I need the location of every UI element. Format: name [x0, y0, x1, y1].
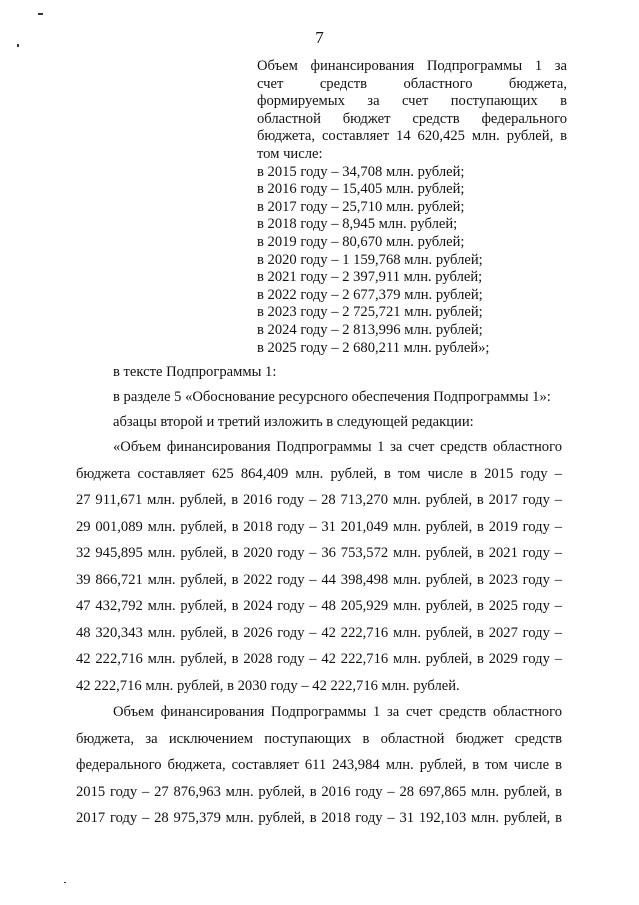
paragraph-1-line: 42 222,716 млн. рублей, в 2028 году – 42 222,716 млн. рублей, в 2029 году –	[76, 651, 562, 667]
year-item: в 2018 году – 8,945 млн. рублей;	[257, 216, 458, 233]
paragraph-1-line: 32 945,895 млн. рублей, в 2020 году – 36 753,572 млн. рублей, в 2021 году –	[76, 545, 562, 561]
paragraph-1-line: «Объем финансирования Подпрограммы 1 за счет средств областного	[113, 439, 562, 455]
paragraph-2-line: Объем финансирования Подпрограммы 1 за счет средств областного	[113, 704, 562, 720]
paragraph-1-line: 29 001,089 млн. рублей, в 2018 году – 31 201,049 млн. рублей, в 2019 году –	[76, 519, 562, 535]
paragraph-2-line: федерального бюджета, составляет 611 243,984 млн. рублей, в том числе в	[76, 757, 562, 773]
paragraph-1-line: 47 432,792 млн. рублей, в 2024 году – 48 205,929 млн. рублей, в 2025 году –	[76, 598, 562, 614]
year-item: в 2017 году – 25,710 млн. рублей;	[257, 198, 465, 215]
paragraph-1-line: 27 911,671 млн. рублей, в 2016 году – 28 713,270 млн. рублей, в 2017 году –	[76, 492, 562, 508]
paragraph-1-line: 42 222,716 млн. рублей, в 2030 году – 42 222,716 млн. рублей.	[76, 678, 460, 694]
year-item: в 2021 году – 2 397,911 млн. рублей;	[257, 269, 483, 286]
year-item: в 2023 году – 2 725,721 млн. рублей;	[257, 304, 483, 321]
paragraph-2-line: 2015 году – 27 876,963 млн. рублей, в 2016 году – 28 697,865 млн. рублей, в	[76, 784, 562, 800]
year-item: в 2019 году – 80,670 млн. рублей;	[257, 233, 465, 250]
paragraph-1-line: 39 866,721 млн. рублей, в 2022 году – 44 398,498 млн. рублей, в 2023 году –	[76, 572, 562, 588]
year-item: в 2015 году – 34,708 млн. рублей;	[257, 163, 465, 180]
instruction-line: в разделе 5 «Обоснование ресурсного обеспечения Подпрограммы 1»:	[113, 389, 551, 405]
year-item: в 2016 году – 15,405 млн. рублей;	[257, 181, 465, 198]
paragraph-2-line: бюджета, за исключением поступающих в областной бюджет средств	[76, 731, 562, 747]
summary-line: Объем финансирования Подпрограммы 1 за	[257, 58, 567, 74]
funding-summary-block	[257, 58, 567, 357]
year-item: в 2020 году – 1 159,768 млн. рублей;	[257, 251, 483, 268]
instruction-line: в тексте Подпрограммы 1:	[113, 364, 277, 380]
summary-line: счет средств областного бюджета,	[257, 75, 567, 92]
scan-speck	[38, 13, 43, 15]
summary-line: формируемых за счет поступающих в	[257, 93, 567, 110]
paragraph-1-line: 48 320,343 млн. рублей, в 2026 году – 42 222,716 млн. рублей, в 2027 году –	[76, 625, 562, 641]
year-item: в 2022 году – 2 677,379 млн. рублей;	[257, 286, 483, 303]
yearly-funding-list	[257, 164, 567, 358]
instruction-line: абзацы второй и третий изложить в следующей редакции:	[113, 414, 474, 430]
scan-speck	[64, 882, 66, 883]
paragraph-1-line: бюджета составляет 625 864,409 млн. рублей, в том числе в 2015 году –	[76, 466, 562, 482]
summary-line: том числе:	[257, 145, 323, 162]
year-item: в 2025 году – 2 680,211 млн. рублей»;	[257, 339, 490, 356]
summary-line: бюджета, составляет 14 620,425 млн. рублей, в	[257, 128, 567, 145]
page-number: 7	[315, 28, 324, 47]
year-item: в 2024 году – 2 813,996 млн. рублей;	[257, 321, 483, 338]
paragraph-2-line: 2017 году – 28 975,379 млн. рублей, в 2018 году – 31 192,103 млн. рублей, в	[76, 810, 562, 826]
summary-line: областной бюджет средств федерального	[257, 110, 567, 127]
